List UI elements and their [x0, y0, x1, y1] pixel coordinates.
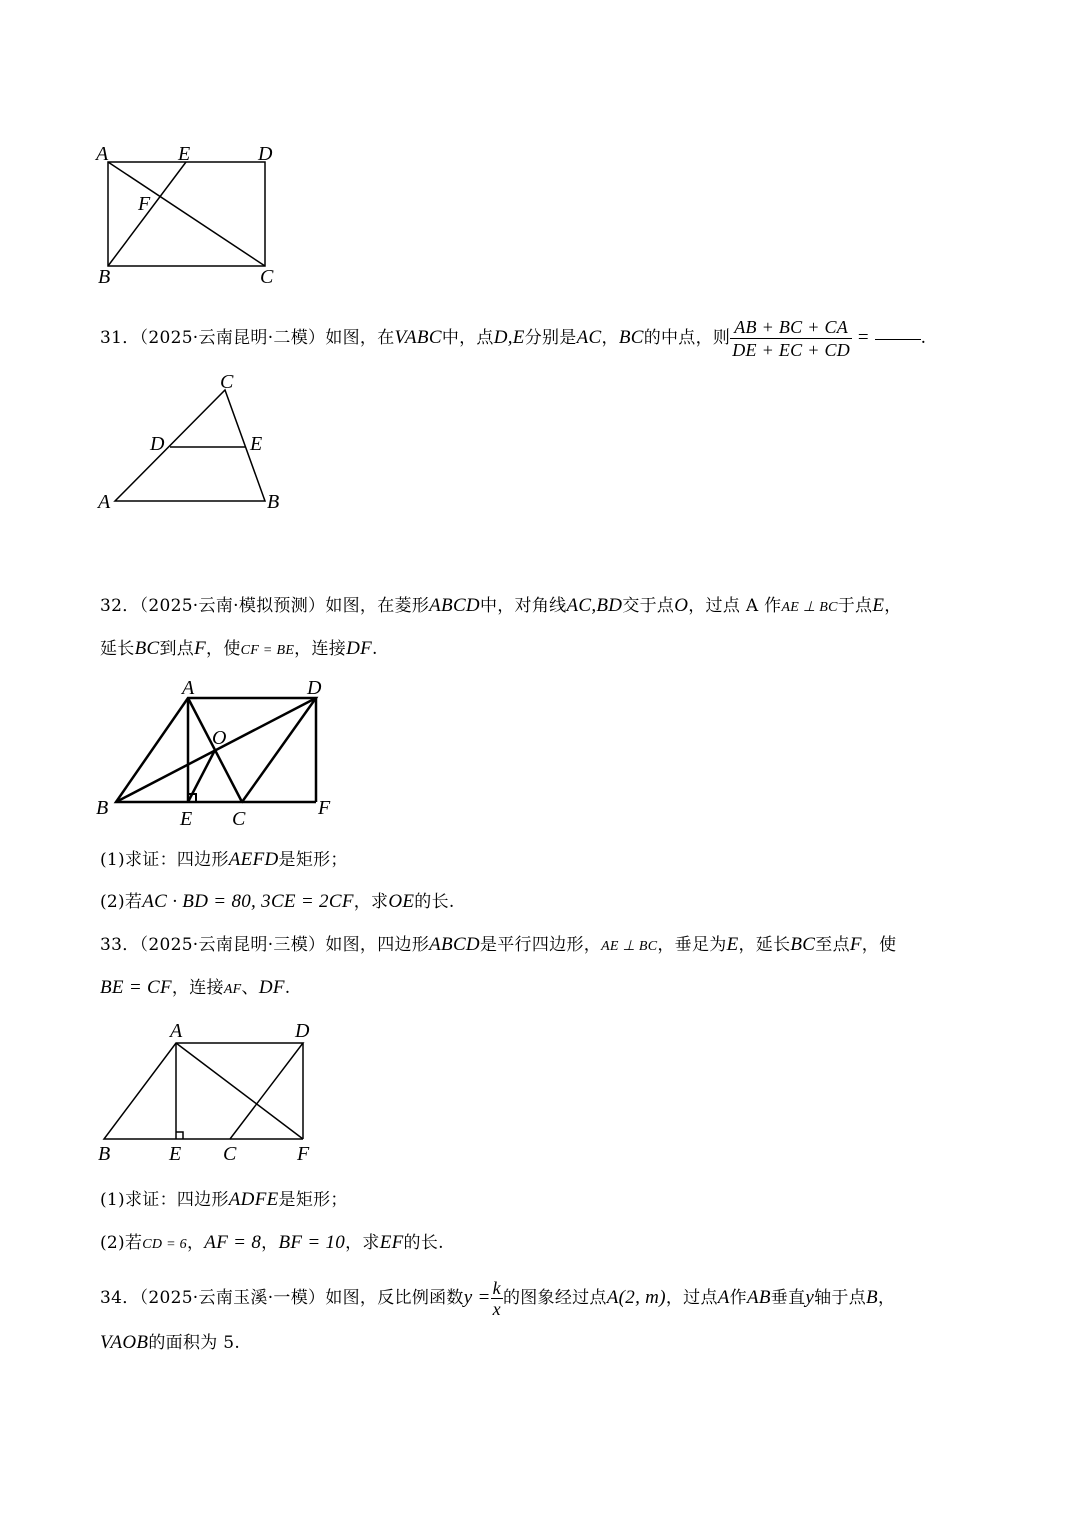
q32-line-1: 32．（2025·云南·模拟预测）如图，在菱形ABCD中，对角线AC,BD交于点O，过点 A 作AE ⊥ BC于点E，	[100, 595, 902, 616]
q34-line-2: VAOB的面积为 5.	[100, 1332, 241, 1353]
label-e: E	[169, 1143, 182, 1165]
label-a: A	[182, 677, 195, 699]
q33-line-1: 33．（2025·云南昆明·三模）如图，四边形ABCD是平行四边形，AE ⊥ BC，垂足为E，延长BC至点F，使	[100, 934, 897, 955]
label-f: F	[318, 797, 331, 819]
label-c: C	[220, 371, 234, 393]
diagonal-bd	[116, 698, 316, 802]
label-b: B	[267, 491, 280, 513]
q33-part1: (1)求证：四边形ADFE是矩形；	[100, 1189, 348, 1210]
label-o: O	[212, 727, 227, 749]
label-d: D	[307, 677, 322, 699]
figure-parallelogram-abcd	[90, 1015, 330, 1170]
q32-part2: (2)若AC · BD = 80, 3CE = 2CF，求OE的长.	[100, 891, 455, 912]
label-c: C	[260, 266, 274, 288]
q33-line-2: BE = CF，连接AF、DF.	[100, 977, 291, 998]
label-d: D	[258, 143, 273, 165]
parallelogram-abcd	[104, 1043, 303, 1139]
label-e: E	[178, 143, 191, 165]
q31-line: 31．（2025·云南昆明·二模）如图，在VABC中，点D,E分别是AC，BC的中点，则 $\frac{AB + BC + CA}{DE + EC + CD}$ = .	[100, 317, 927, 360]
q32-part1: (1)求证：四边形AEFD是矩形；	[100, 849, 348, 870]
label-b: B	[98, 266, 111, 288]
triangle-abc	[115, 390, 265, 501]
segment-af	[176, 1043, 303, 1139]
label-d: D	[150, 433, 165, 455]
answer-blank[interactable]	[875, 338, 921, 340]
label-d: D	[295, 1020, 310, 1042]
figure-triangle-abc	[90, 368, 300, 518]
q33-part2: (2)若CD = 6，AF = 8，BF = 10，求EF的长.	[100, 1232, 444, 1253]
label-b: B	[98, 1143, 111, 1165]
segment-ac	[108, 162, 265, 266]
label-f: F	[138, 193, 151, 215]
label-c: C	[223, 1143, 237, 1165]
q31-fraction: $\frac{AB + BC + CA}{DE + EC + CD}$	[732, 317, 851, 360]
label-a: A	[96, 143, 109, 165]
label-e: E	[180, 808, 193, 830]
k-over-x-fraction: $\frac{k}{x}$	[492, 1278, 501, 1319]
label-b: B	[96, 797, 109, 819]
label-c: C	[232, 808, 246, 830]
label-a: A	[170, 1020, 183, 1042]
label-e: E	[250, 433, 263, 455]
label-a: A	[98, 491, 111, 513]
right-angle-mark	[176, 1132, 183, 1139]
q34-line-1: 34．（2025·云南玉溪·一模）如图，反比例函数y = $\frac{k}{x}$ 的图象经过点A(2, m)，过点A作AB垂直y轴于点B，	[100, 1278, 896, 1319]
label-f: F	[297, 1143, 310, 1165]
figure-rectangle-abcd	[90, 140, 290, 290]
figure-rhombus-abcd	[90, 672, 350, 832]
q32-line-2: 延长BC到点F，使CF = BE，连接DF.	[100, 638, 378, 659]
